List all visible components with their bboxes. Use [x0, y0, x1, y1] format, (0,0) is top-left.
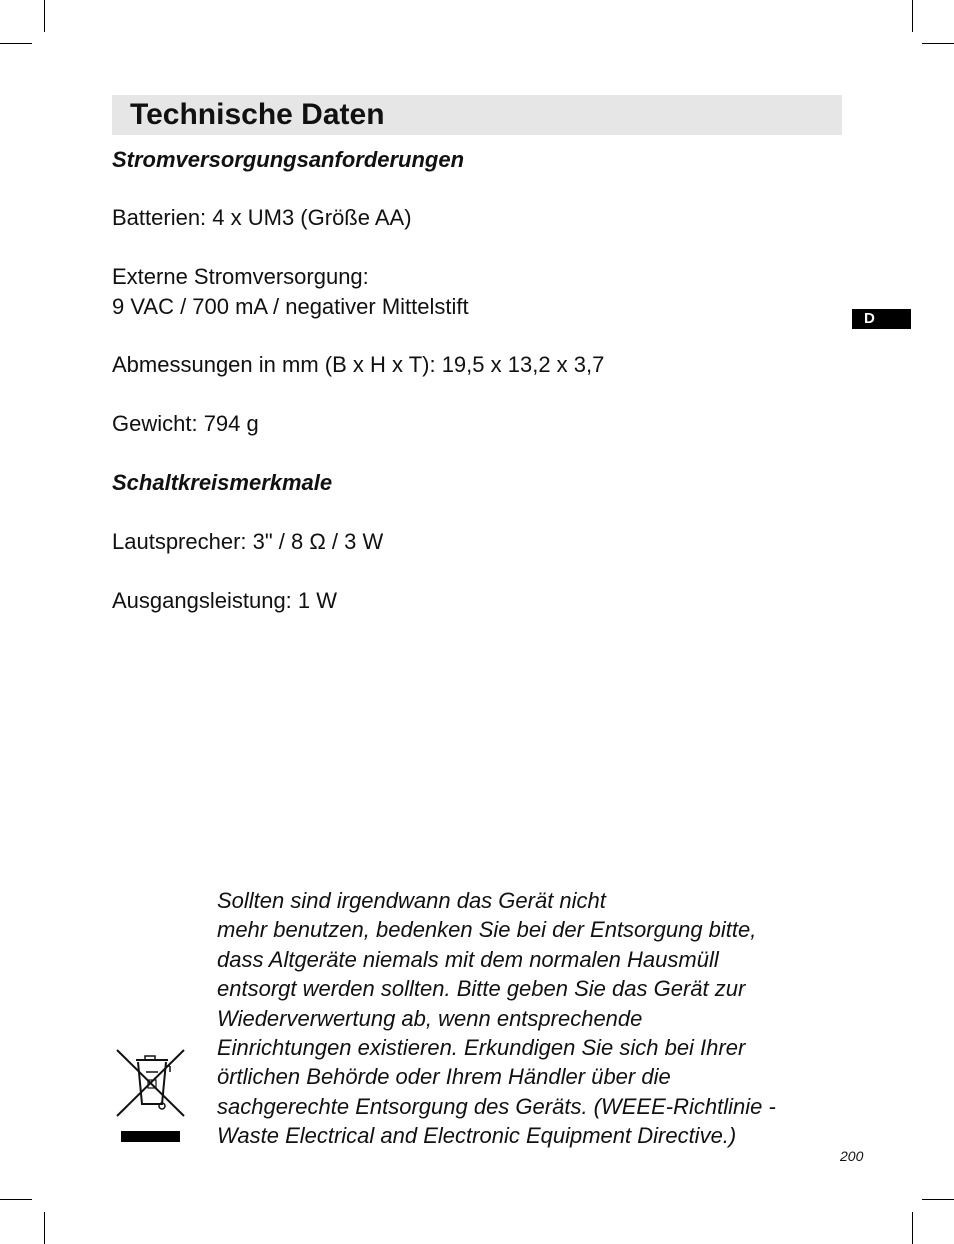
batteries-spec: Batterien: 4 x UM3 (Größe AA) [112, 205, 412, 230]
crop-mark [44, 0, 45, 32]
crop-mark [0, 43, 32, 44]
disposal-line: Sollten sind irgendwann das Gerät nicht [217, 888, 606, 913]
crop-mark [912, 1212, 913, 1244]
speaker-spec: Lautsprecher: 3" / 8 Ω / 3 W [112, 529, 384, 554]
section-header [112, 95, 842, 135]
crop-mark [922, 43, 954, 44]
weee-crossed-bin-icon [112, 1046, 188, 1146]
circuit-features-heading: Schaltkreismerkmale [112, 470, 333, 495]
power-requirements-heading: Stromversorgungsanforderungen [112, 147, 465, 172]
disposal-line: Einrichtungen existieren. Erkundigen Sie sich bei Ihrer [217, 1035, 746, 1061]
disposal-line: entsorgt werden sollten. Bitte geben Sie das Gerät zur [217, 976, 746, 1002]
disposal-line: Waste Electrical and Electronic Equipment Directive.) [217, 1123, 737, 1149]
disposal-notice [217, 886, 857, 1151]
page-number: 200 [840, 1148, 864, 1164]
crop-mark [912, 0, 913, 32]
external-power-spec: 9 VAC / 700 mA / negativer Mittelstift [112, 294, 469, 319]
weight-spec: Gewicht: 794 g [112, 411, 259, 436]
crop-mark [922, 1199, 954, 1200]
disposal-line: sachgerechte Entsorgung des Geräts. (WEEE-Richtlinie - [217, 1093, 776, 1119]
disposal-line: örtlichen Behörde oder Ihrem Händler über die [217, 1064, 671, 1090]
dimensions-spec: Abmessungen in mm (B x H x T): 19,5 x 13,2 x 3,7 [112, 352, 605, 377]
language-tab: D [852, 309, 911, 329]
disposal-line: Wiederverwertung ab, wenn entsprechende [217, 1005, 643, 1031]
external-power-label: Externe Stromversorgung: [112, 264, 369, 289]
crop-mark [0, 1199, 32, 1200]
output-power-spec: Ausgangsleistung: 1 W [112, 588, 338, 613]
disposal-line: mehr benutzen, bedenken Sie bei der Entsorgung bitte, [217, 917, 757, 943]
disposal-line: dass Altgeräte niemals mit dem normalen Hausmüll [217, 946, 719, 972]
page-title: Technische Daten [130, 98, 385, 131]
crop-mark [44, 1212, 45, 1244]
